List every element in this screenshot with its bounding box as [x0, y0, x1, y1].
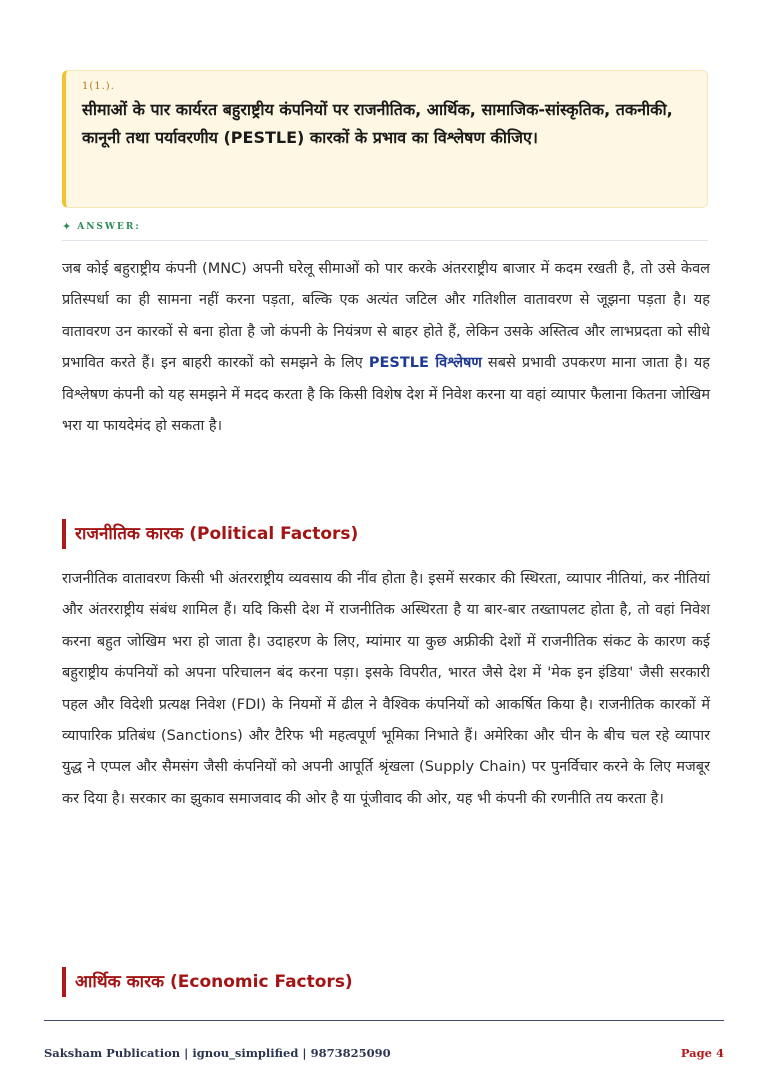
answer-label-row — [62, 220, 708, 233]
answer-label: ANSWER: — [77, 221, 141, 232]
political-paragraph: राजनीतिक वातावरण किसी भी अंतरराष्ट्रीय व्यवसाय की नींव होता है। इसमें सरकार की स्थिरता, व्यापार नीतियां, कर नीतियां और अंतरराष्ट्रीय संबंध शामिल हैं। यदि किसी देश में राजनीतिक अस्थिरता है या बार-बार तख्तापलट होता है, तो वहां निवेश करना बहुत जोखिम भरा हो जाता है। उदाहरण के लिए, म्यांमार या कुछ अफ्रीकी देशों में राजनीतिक संकट के कारण कई बहुराष्ट्रीय कंपनियों को अपना परिचालन बंद करना पड़ा। इसके विपरीत, भारत जैसे देश में 'मेक इन इंडिया' जैसी सरकारी पहल और विदेशी प्रत्यक्ष निवेश (FDI) के नियमों में ढील ने वैश्विक कंपनियों को आकर्षित किया है। राजनीतिक कारकों में व्यापारिक प्रतिबंध (Sanctions) और टैरिफ भी महत्वपूर्ण भूमिका निभाते हैं। अमेरिका और चीन के बीच चल रहे व्यापार युद्ध ने एप्पल और सैमसंग जैसी कंपनियों को अपनी आपूर्ति श्रृंखला (Supply Chain) पर पुनर्विचार करने के लिए मजबूर कर दिया है। सरकार का झुकाव समाजवाद की ओर है या पूंजीवाद की ओर, यह भी कंपनी की रणनीति तय करता है। — [62, 571, 710, 807]
footer-divider — [44, 1020, 724, 1021]
pestle-highlight: PESTLE विश्लेषण — [368, 355, 482, 372]
answer-divider — [62, 240, 708, 241]
question-box — [62, 70, 708, 208]
political-heading: राजनीतिक कारक (Political Factors) — [62, 519, 708, 549]
intro-text-start: जब कोई बहुराष्ट्रीय कंपनी (MNC) अपनी घरेलू सीमाओं को पार करके अंतरराष्ट्रीय बाजार में कदम रखती है, तो उसे केवल प्रतिस्पर्धा का ही सामना नहीं करना पड़ता, बल्कि एक अत्यंत जटिल और गतिशील वातावरण से जूझना पड़ता है। यह वातावरण उन कारकों से बना होता है जो कंपनी के नियंत्रण से बाहर होते हैं, लेकिन उसके अस्तित्व और लाभप्रदता को सीधे प्रभावित करते हैं। इन बाहरी कारकों को समझने के लिए — [62, 261, 710, 372]
intro-text-end: सबसे प्रभावी उपकरण माना जाता है। यह विश्लेषण कंपनी को यह समझने में मदद करता है कि किसी विशेष देश में निवेश करना या वहां व्यापार फैलाना कितना जोखिम भरा या फायदेमंद हो सकता है। — [62, 355, 710, 435]
page-number: Page 4 — [680, 1046, 724, 1060]
question-text: सीमाओं के पार कार्यरत बहुराष्ट्रीय कंपनियों पर राजनीतिक, आर्थिक, सामाजिक-सांस्कृतिक, तकनीकी, कानूनी तथा पर्यावरणीय (PESTLE) कारकों के प्रभाव का विश्लेषण कीजिए। — [82, 100, 673, 147]
economic-heading: आर्थिक कारक (Economic Factors) — [62, 967, 708, 997]
intro-paragraph — [62, 254, 710, 442]
diamond-icon: ✦ — [62, 220, 72, 233]
footer-publisher: Saksham Publication | ignou_simplified | 9873825090 — [44, 1046, 391, 1060]
question-number: 1(1.). — [82, 81, 115, 92]
